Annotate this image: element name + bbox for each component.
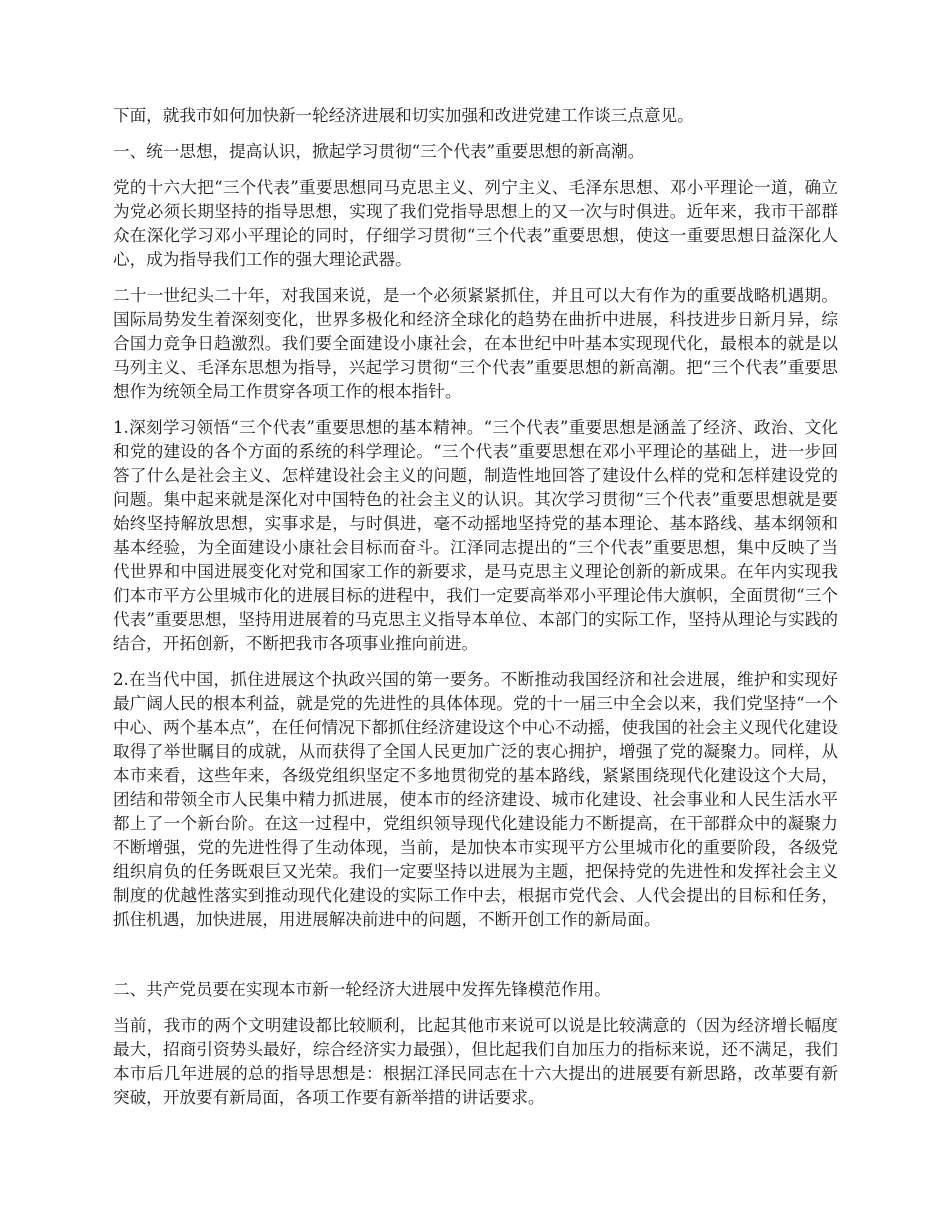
numbered-paragraph-2: 2.在当代中国，抓住进展这个执政兴国的第一要务。不断推动我国经济和社会进展，维护和实现好最广阔人民的根本利益，就是党的先进性的具体体现。党的十一届三中全会以来，我们党坚持“一个中心、两个基本点”，在任何情况下都抓住经济建设这个中心不动摇，使我国的社会主义现代化建设取得了举世瞩目的成就，从而获得了全国人民更加广泛的衷心拥护，增强了党的凝聚力。同样，从本市来看，这些年来，各级党组织坚定不多地贯彻党的基本路线，紧紧围绕现代化建设这个大局，团结和带领全市人民集中精力抓进展，使本市的经济建设、城市化建设、社会事业和人民生活水平都上了一个新台阶。在这一过程中，党组织领导现代化建设能力不断提高，在干部群众中的凝聚力不断增强，党的先进性得了生动体现，当前，是加快本市实现平方公里城市化的重要阶段，各级党组织肩负的任务既艰巨又光荣。我们一定要坚持以进展为主题，把保持党的先进性和发挥社会主义制度的优越性落实到推动现代化建设的实际工作中去，根据市党代会、人代会提出的目标和任务，抓住机遇，加快进展，用进展解决前进中的问题，不断开创工作的新局面。	[113, 670, 838, 929]
body-paragraph: 当前，我市的两个文明建设都比较顺利，比起其他市来说可以说是比较满意的（因为经济增长幅度最大，招商引资势头最好，综合经济实力最强），但比起我们自加压力的指标来说，还不满足，我们本市后几年进展的总的指导思想是：根据江泽民同志在十六大提出的进展要有新思路，改革要有新突破，开放要有新局面，各项工作要有新举措的讲话要求。	[113, 1016, 838, 1107]
body-paragraph: 党的十六大把“三个代表”重要思想同马克思主义、列宁主义、毛泽东思想、邓小平理论一道，确立为党必须长期坚持的指导思想，实现了我们党指导思想上的又一次与时俱进。近年来，我市干部群众在深化学习邓小平理论的同时，仔细学习贯彻“三个代表”重要思想，使这一重要思想日益深化人心，成为指导我们工作的强大理论武器。	[113, 178, 838, 269]
section-heading-2: 二、共产党员要在实现本市新一轮经济大进展中发挥先锋模范作用。	[113, 980, 611, 999]
section-heading-1: 一、统一思想，提高认识，掀起学习贯彻“三个代表”重要思想的新高潮。	[113, 142, 645, 161]
body-paragraph: 二十一世纪头二十年，对我国来说，是一个必须紧紧抓住，并且可以大有作为的重要战略机遇期。国际局势发生着深刻变化，世界多极化和经济全球化的趋势在曲折中进展，科技进步日新月异，综合国力竞争日趋激烈。我们要全面建设小康社会，在本世纪中叶基本实现现代化，最根本的就是以马列主义、毛泽东思想为指导，兴起学习贯彻“三个代表”重要思想的新高潮。把“三个代表”重要思想作为统领全局工作贯穿各项工作的根本指针。	[113, 286, 838, 401]
document-body	[113, 104, 838, 1110]
numbered-paragraph-1: 1.深刻学习领悟“三个代表”重要思想的基本精神。“三个代表”重要思想是涵盖了经济、政治、文化和党的建设的各个方面的系统的科学理论。“三个代表”重要思想在邓小平理论的基础上，进一步回答了什么是社会主义、怎样建设社会主义的问题，制造性地回答了建设什么样的党和怎样建设党的问题。集中起来就是深化对中国特色的社会主义的认识。其次学习贯彻“三个代表”重要思想就是要始终坚持解放思想，实事求是，与时俱进，毫不动摇地坚持党的基本理论、基本路线、基本纲领和基本经验，为全面建设小康社会目标而奋斗。江泽同志提出的“三个代表”重要思想，集中反映了当代世界和中国进展变化对党和国家工作的新要求，是马克思主义理论创新的新成果。在年内实现我们本市平方公里城市化的进展目标的进程中，我们一定要高举邓小平理论伟大旗帜，全面贯彻“三个代表”重要思想，坚持用进展着的马克思主义指导本单位、本部门的实际工作，坚持从理论与实践的结合，开拓创新，不断把我市各项事业推向前进。	[113, 418, 838, 653]
intro-paragraph: 下面，就我市如何加快新一轮经济进展和切实加强和改进党建工作谈三点意见。	[113, 106, 694, 125]
